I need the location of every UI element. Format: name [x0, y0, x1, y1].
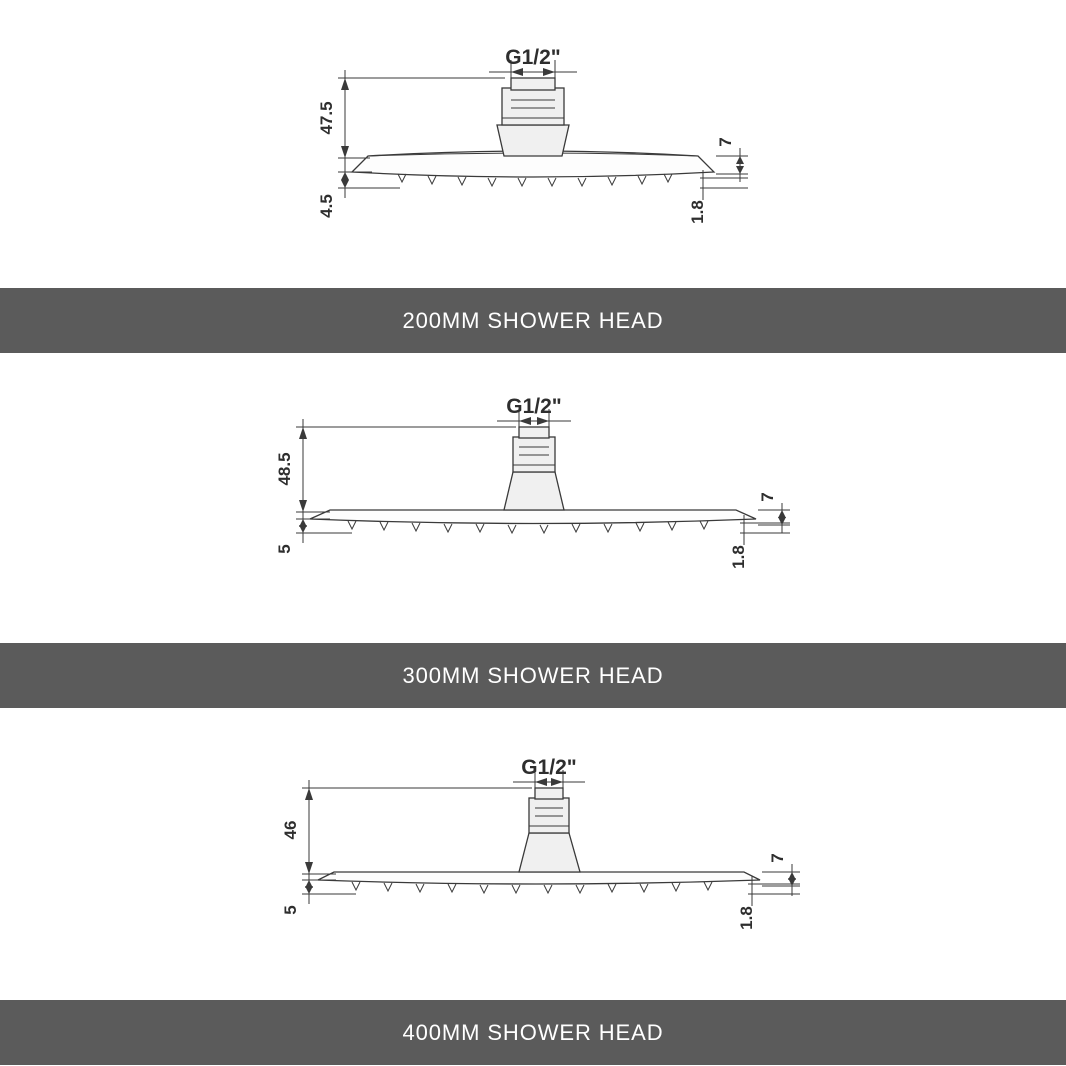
caption-bar-400mm — [0, 1000, 1066, 1065]
caption-label-300mm: 300MM SHOWER HEAD — [402, 662, 664, 688]
technical-drawing-svg-400 — [0, 708, 1066, 1000]
dim-lip-200: 4.5 — [317, 194, 336, 218]
dim-edge-200: 1.8 — [688, 200, 707, 224]
dim-lip-300: 5 — [275, 544, 294, 554]
dim-height-400: 46 — [281, 820, 300, 840]
dim-plate-400: 7 — [768, 853, 787, 863]
dim-lip-400: 5 — [281, 905, 300, 915]
dim-height-300: 48.5 — [275, 452, 294, 486]
caption-bar-200mm — [0, 288, 1066, 353]
caption-label-400mm: 400MM SHOWER HEAD — [402, 1019, 664, 1045]
technical-drawing-svg-200 — [0, 0, 1066, 288]
thread-label-200: G1/2" — [505, 46, 561, 69]
caption-bar-300mm — [0, 643, 1066, 708]
drawing-400mm — [0, 708, 1066, 1000]
dim-height-200: 47.5 — [317, 101, 336, 135]
product-block-200mm — [0, 0, 1066, 353]
thread-label-300: G1/2" — [506, 395, 562, 418]
dim-plate-200: 7 — [716, 137, 735, 147]
dim-plate-300: 7 — [758, 492, 777, 502]
drawing-200mm — [0, 0, 1066, 288]
product-block-400mm — [0, 708, 1066, 1065]
thread-label-400: G1/2" — [521, 756, 577, 779]
product-block-300mm — [0, 353, 1066, 708]
technical-drawing-svg-300 — [0, 353, 1066, 643]
drawing-300mm — [0, 353, 1066, 643]
caption-label-200mm: 200MM SHOWER HEAD — [402, 307, 664, 333]
dim-edge-400: 1.8 — [737, 906, 756, 930]
dim-edge-300: 1.8 — [729, 545, 748, 569]
